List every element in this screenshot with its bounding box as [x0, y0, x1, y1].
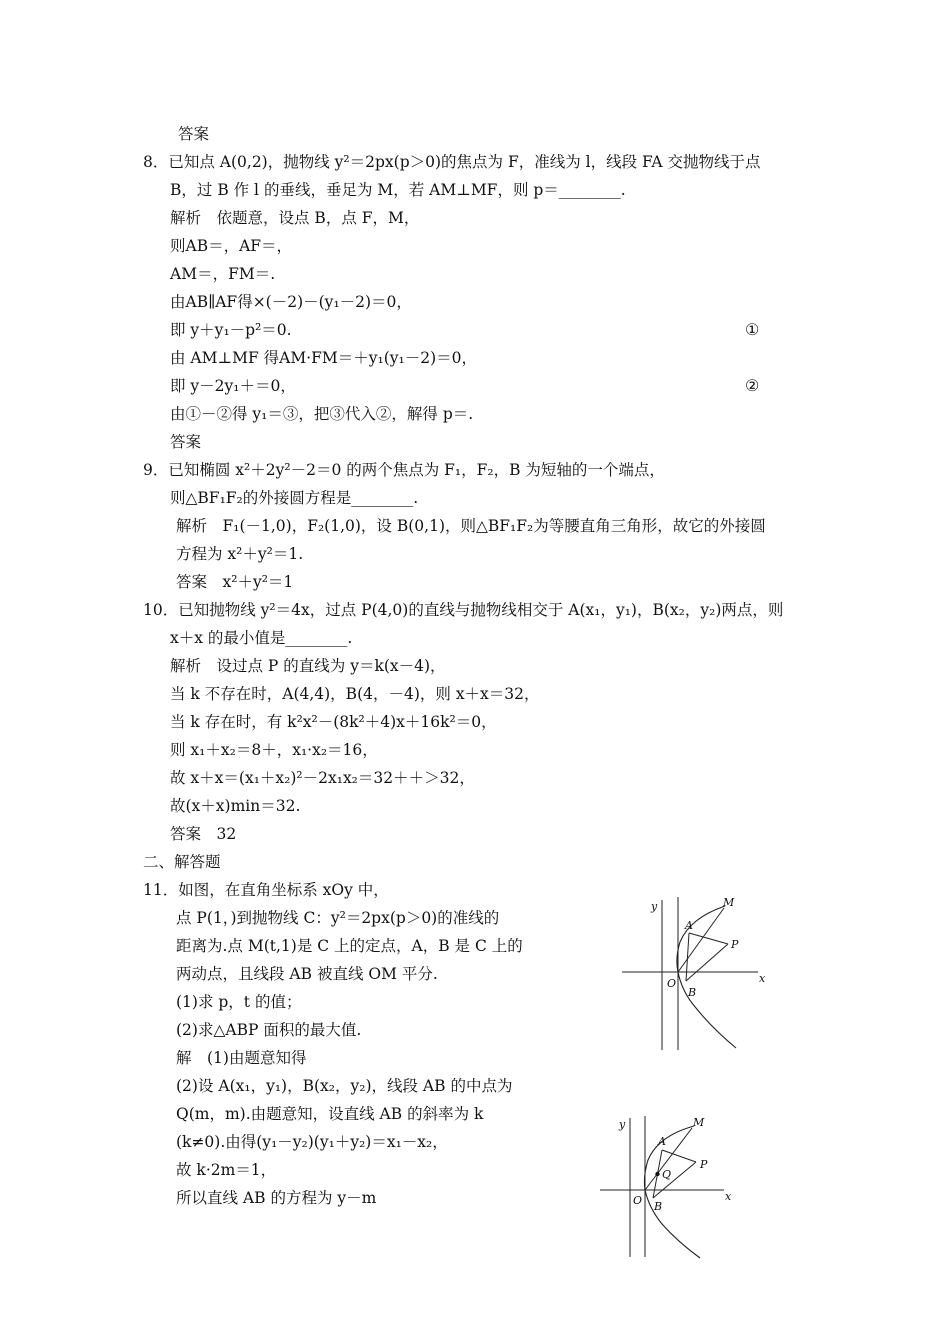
problem-10-analysis-line3: 当 k 存在时，有 k²x²－(8k²＋4)x＋16k²＝0， — [170, 713, 497, 731]
label-y: y — [619, 1118, 626, 1131]
problem-10-answer: 答案 32 — [170, 825, 237, 843]
problem-8-analysis-line6: 由 AM⊥MF 得AM·FM＝＋y₁(y₁－2)＝0， — [170, 349, 477, 367]
problem-8-stem-line2: B，过 B 作 l 的垂线，垂足为 M，若 AM⊥MF，则 p＝________. — [170, 181, 626, 199]
label-P: P — [731, 938, 739, 951]
problem-8-analysis-line1: 解析 依题意，设点 B，点 F，M， — [170, 209, 420, 227]
problem-10-analysis-line5: 故 x＋x＝(x₁＋x₂)²－2x₁x₂＝32＋＋＞32， — [170, 769, 475, 787]
label-A: A — [685, 919, 693, 932]
label-O: O — [633, 1194, 643, 1207]
problem-11-stem-line1: 11．如图，在直角坐标系 xOy 中， — [143, 881, 389, 899]
problem-11-solution-line1: 解 (1)由题意知得 — [176, 1049, 307, 1067]
label-x: x — [759, 972, 766, 985]
problem-8-analysis-line3: AM＝，FM＝. — [170, 265, 276, 283]
midpoint-Q — [655, 1172, 659, 1176]
problem-11-stem-line4: 两动点，且线段 AB 被直线 OM 平分. — [176, 965, 438, 983]
problem-9-answer: 答案 x²＋y²＝1 — [176, 573, 294, 591]
label-P: P — [700, 1158, 708, 1171]
parabola-curve — [644, 1126, 700, 1258]
label-M: M — [723, 896, 735, 909]
problem-8-analysis-line4: 由AB∥AF得×(－2)－(y₁－2)＝0， — [170, 293, 412, 311]
problem-10-analysis-line6: 故(x＋x)min＝32. — [170, 797, 301, 815]
problem-11-solution-line3: Q(m，m).由题意知，设直线 AB 的斜率为 k — [176, 1105, 484, 1123]
label-Q: Q — [662, 1168, 672, 1181]
problem-8-analysis-line2: 则AB＝，AF＝， — [170, 237, 293, 255]
problem-8-analysis-line5: 即 y＋y₁－p²＝0. — [170, 321, 292, 339]
problem-11-stem-line3: 距离为.点 M(t,1)是 C 上的定点，A，B 是 C 上的 — [176, 937, 523, 955]
segment-AP — [689, 933, 728, 944]
label-x: x — [725, 1190, 732, 1203]
label-B: B — [688, 986, 697, 999]
problem-11-solution-line4: (k≠0).由得(y₁－y₂)(y₁＋y₂)＝x₁－x₂， — [176, 1133, 448, 1151]
problem-10-analysis-line2: 当 k 不存在时，A(4,4)，B(4，－4)，则 x＋x＝32， — [170, 685, 540, 703]
problem-8-analysis-line8: 由①－②得 y₁＝③，把③代入②，解得 p＝. — [170, 405, 474, 423]
answer-label-7: 答案 — [178, 125, 210, 143]
label-O: O — [667, 977, 677, 990]
problem-11-solution-line2: (2)设 A(x₁，y₁)，B(x₂，y₂)，线段 AB 的中点为 — [176, 1077, 513, 1095]
label-y: y — [651, 900, 658, 913]
segment-BP — [686, 944, 728, 981]
section-heading: 二、解答题 — [143, 853, 221, 871]
problem-10-stem-line2: x＋x 的最小值是________. — [170, 629, 353, 647]
label-M: M — [693, 1116, 705, 1129]
problem-11-solution-line5: 故 k·2m＝1， — [176, 1161, 277, 1179]
segment-BP — [653, 1162, 696, 1198]
problem-10-stem-line1: 10．已知抛物线 y²＝4x，过点 P(4,0)的直线与抛物线相交于 A(x₁，y₁)，B(x₂，y₂)两点，则 — [143, 601, 784, 619]
answer-label-8: 答案 — [170, 433, 202, 451]
parabola-figure-2 — [598, 1112, 748, 1262]
problem-8-analysis-line7: 即 y－2y₁＋＝0， — [170, 377, 296, 395]
label-A: A — [658, 1135, 666, 1148]
label-B: B — [654, 1200, 663, 1213]
problem-10-analysis-line4: 则 x₁＋x₂＝8＋，x₁·x₂＝16， — [170, 741, 378, 759]
problem-11-part2: (2)求△ABP 面积的最大值. — [176, 1021, 362, 1039]
problem-9-stem-line1: 9．已知椭圆 x²＋2y²－2＝0 的两个焦点为 F₁，F₂，B 为短轴的一个端点， — [143, 461, 665, 479]
equation-marker-1: ① — [745, 320, 760, 339]
problem-10-analysis-line1: 解析 设过点 P 的直线为 y＝k(x－4)， — [170, 657, 446, 675]
problem-9-stem-line2: 则△BF₁F₂的外接圆方程是________. — [170, 489, 419, 507]
problem-9-analysis-line1: 解析 F₁(－1,0)，F₂(1,0)，设 B(0,1)，则△BF₁F₂为等腰直角三角形，故它的外接圆 — [176, 517, 766, 535]
problem-8-stem-line1: 8．已知点 A(0,2)，抛物线 y²＝2px(p＞0)的焦点为 F，准线为 l，线段 FA 交抛物线于点 — [143, 153, 761, 171]
equation-marker-2: ② — [745, 376, 760, 395]
problem-11-stem-line2: 点 P(1，)到抛物线 C：y²＝2px(p＞0)的准线的 — [176, 909, 500, 927]
problem-11-part1: (1)求 p，t 的值； — [176, 993, 302, 1011]
parabola-figure-1 — [620, 892, 780, 1052]
problem-11-solution-line6: 所以直线 AB 的方程为 y－m — [176, 1189, 377, 1207]
problem-9-analysis-line2: 方程为 x²＋y²＝1. — [176, 545, 304, 563]
